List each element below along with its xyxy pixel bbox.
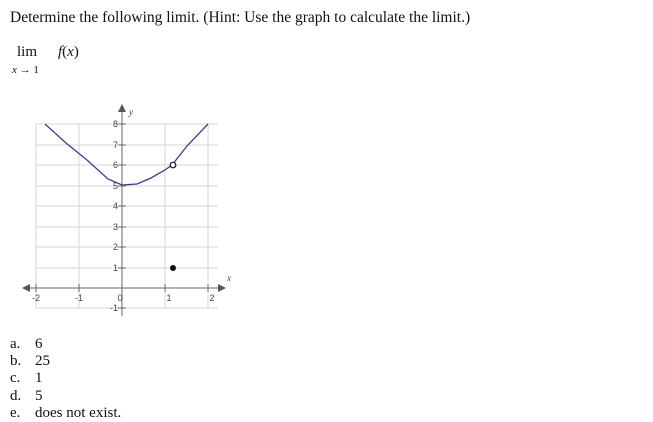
choice-text: does not exist. [35, 404, 122, 421]
closed-point [170, 265, 176, 271]
y-tick-label: 4 [112, 201, 118, 211]
y-tick-label: 8 [112, 119, 118, 129]
graph-grid [36, 124, 218, 308]
y-tick-label: 6 [112, 160, 118, 170]
function-argument: x [67, 44, 74, 60]
choice-letter: e. [10, 404, 21, 421]
function-curve [45, 124, 208, 185]
limit-function: f(x) [58, 44, 79, 60]
x-tick-label: 2 [209, 293, 215, 303]
function-name: f [58, 44, 63, 60]
choice-letter: b. [10, 353, 22, 370]
choice-text: 25 [35, 353, 50, 370]
choice-letter: a. [10, 336, 21, 352]
x-tick-label: -1 [74, 293, 84, 303]
y-tick-label: 2 [112, 242, 118, 252]
y-tick-label: -1 [109, 303, 118, 313]
choice-letter: c. [10, 370, 21, 387]
choice-text: 5 [35, 387, 43, 404]
y-tick-label: 5 [112, 181, 118, 191]
choice-letter: d. [10, 387, 22, 404]
y-axis-label: y [129, 107, 133, 117]
x-axis-label: x [227, 273, 231, 283]
x-tick-label: 1 [166, 293, 172, 303]
y-axis [118, 104, 126, 316]
open-point [170, 162, 176, 168]
question-text: Determine the following limit. (Hint: Use the graph to calculate the limit.) [10, 9, 471, 26]
lim-label: lim [17, 44, 38, 60]
x-tick-label: -2 [31, 293, 41, 303]
choice-text: 6 [35, 336, 43, 352]
y-tick-label: 7 [112, 140, 118, 150]
subscript-variable: x [12, 64, 17, 76]
y-tick-label: 1 [112, 263, 118, 273]
subscript-value: 1 [33, 64, 39, 76]
x-tick-label: 0 [117, 293, 123, 303]
choice-text: 1 [35, 370, 43, 387]
x-axis [22, 284, 226, 292]
y-tick-label: 3 [112, 222, 118, 232]
subscript-arrow: → [19, 64, 31, 76]
